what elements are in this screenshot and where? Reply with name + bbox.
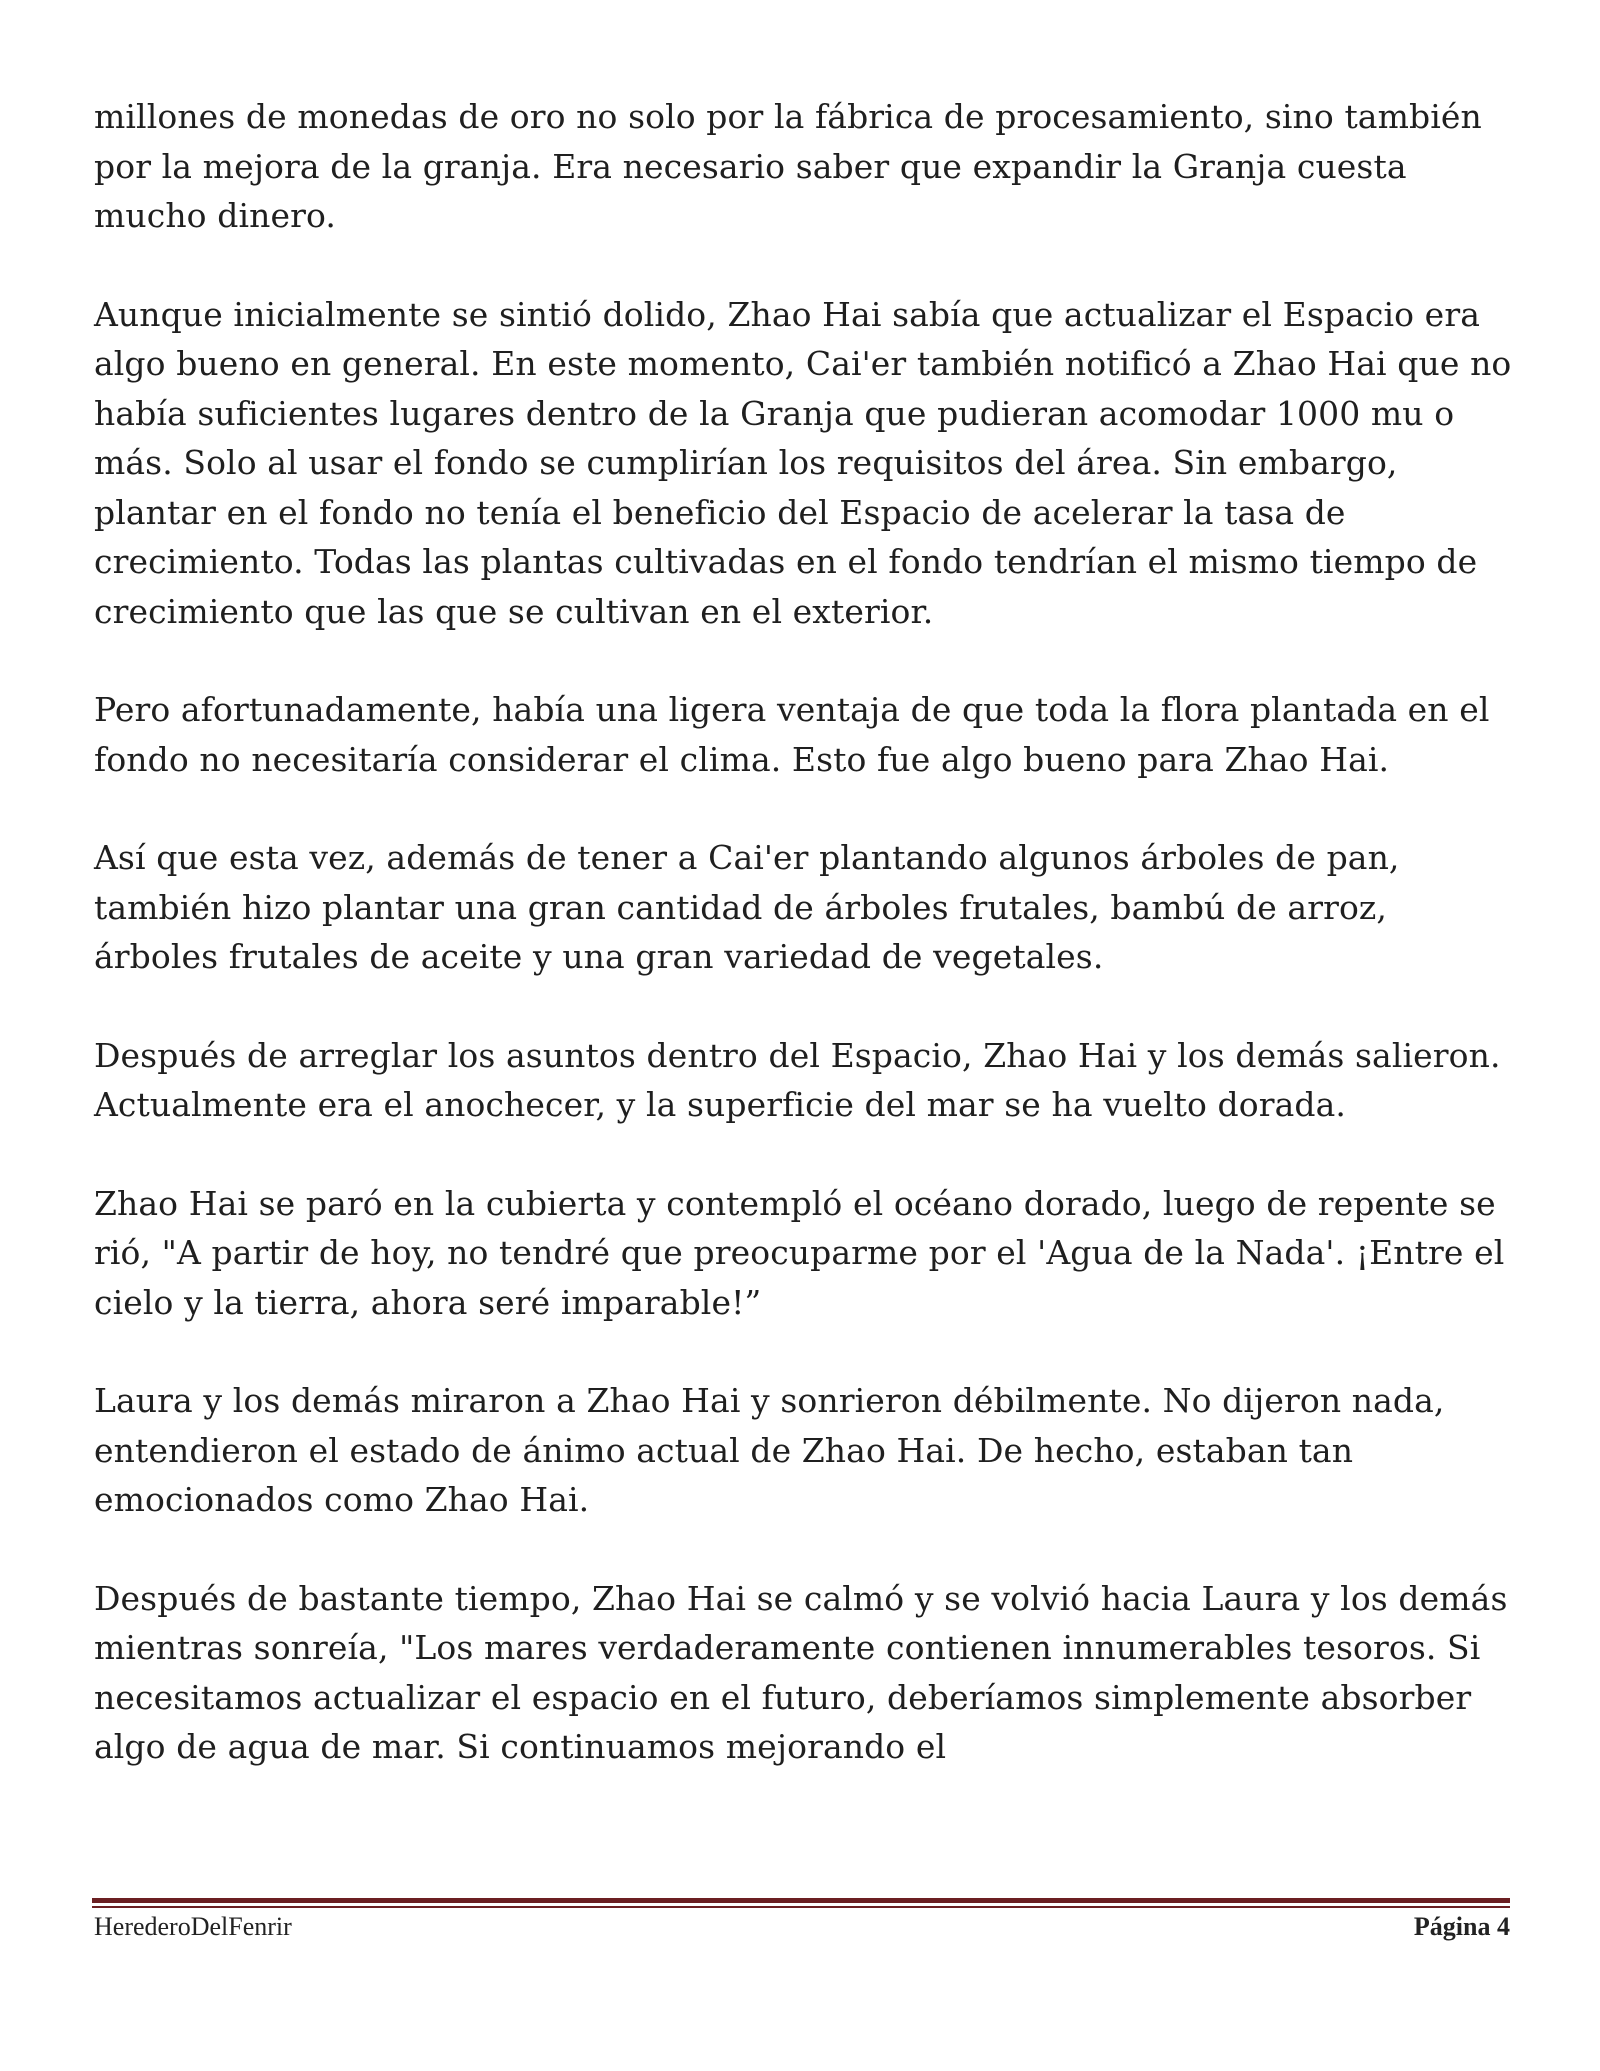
footer-rule-thin — [92, 1906, 1510, 1908]
paragraph-6: Zhao Hai se paró en la cubierta y contempló el océano dorado, luego de repente se rió, "A partir de hoy, no tendré que preocuparme por el 'Agua de la Nada'. ¡Entre el cielo y la tierra, ahora seré imparable!” — [94, 1183, 1505, 1322]
paragraph-3: Pero afortunadamente, había una ligera ventaja de que toda la flora plantada en el fondo no necesitaría considerar el clima. Esto fue algo bueno para Zhao Hai. — [94, 690, 1490, 779]
paragraph-7: Laura y los demás miraron a Zhao Hai y sonrieron débilmente. No dijeron nada, entendieron el estado de ánimo actual de Zhao Hai. De hecho, estaban tan emocionados como Zhao Hai. — [94, 1381, 1445, 1519]
document-body — [94, 92, 1514, 1821]
footer-author: HerederoDelFenrir — [94, 1912, 292, 1941]
paragraph-8: Después de bastante tiempo, Zhao Hai se calmó y se volvió hacia Laura y los demás mientras sonreía, "Los mares verdaderamente contienen innumerables tesoros. Si necesitamos actualizar el espacio en el futuro, deberíamos simplemente absorber algo de agua de mar. Si continuamos mejorando el — [94, 1578, 1508, 1766]
paragraph-4: Así que esta vez, además de tener a Cai'er plantando algunos árboles de pan, también hizo plantar una gran cantidad de árboles frutales, bambú de arroz, árboles frutales de aceite y una gran variedad de vegetales. — [94, 838, 1400, 976]
paragraph-2: Aunque inicialmente se sintió dolido, Zhao Hai sabía que actualizar el Espacio era algo bueno en general. En este momento, Cai'er también notificó a Zhao Hai que no había suficientes lugares dentro de la Granja que pudieran acomodar 1000 mu o más. Solo al usar el fondo se cumplirían los requisitos del área. Sin embargo, plantar en el fondo no tenía el beneficio del Espacio de acelerar la tasa de crecimiento. Todas las plantas cultivadas en el fondo tendrían el mismo tiempo de crecimiento que las que se cultivan en el exterior. — [94, 294, 1512, 631]
footer-divider — [92, 1898, 1510, 1908]
footer-rule-thick — [92, 1898, 1510, 1903]
paragraph-5: Después de arreglar los asuntos dentro del Espacio, Zhao Hai y los demás salieron. Actualmente era el anochecer, y la superficie del mar se ha vuelto dorada. — [94, 1035, 1501, 1124]
page-number: Página 4 — [1413, 1912, 1510, 1941]
paragraph-1: millones de monedas de oro no solo por la fábrica de procesamiento, sino también por la mejora de la granja. Era necesario saber que expandir la Granja cuesta mucho dinero. — [94, 97, 1482, 235]
